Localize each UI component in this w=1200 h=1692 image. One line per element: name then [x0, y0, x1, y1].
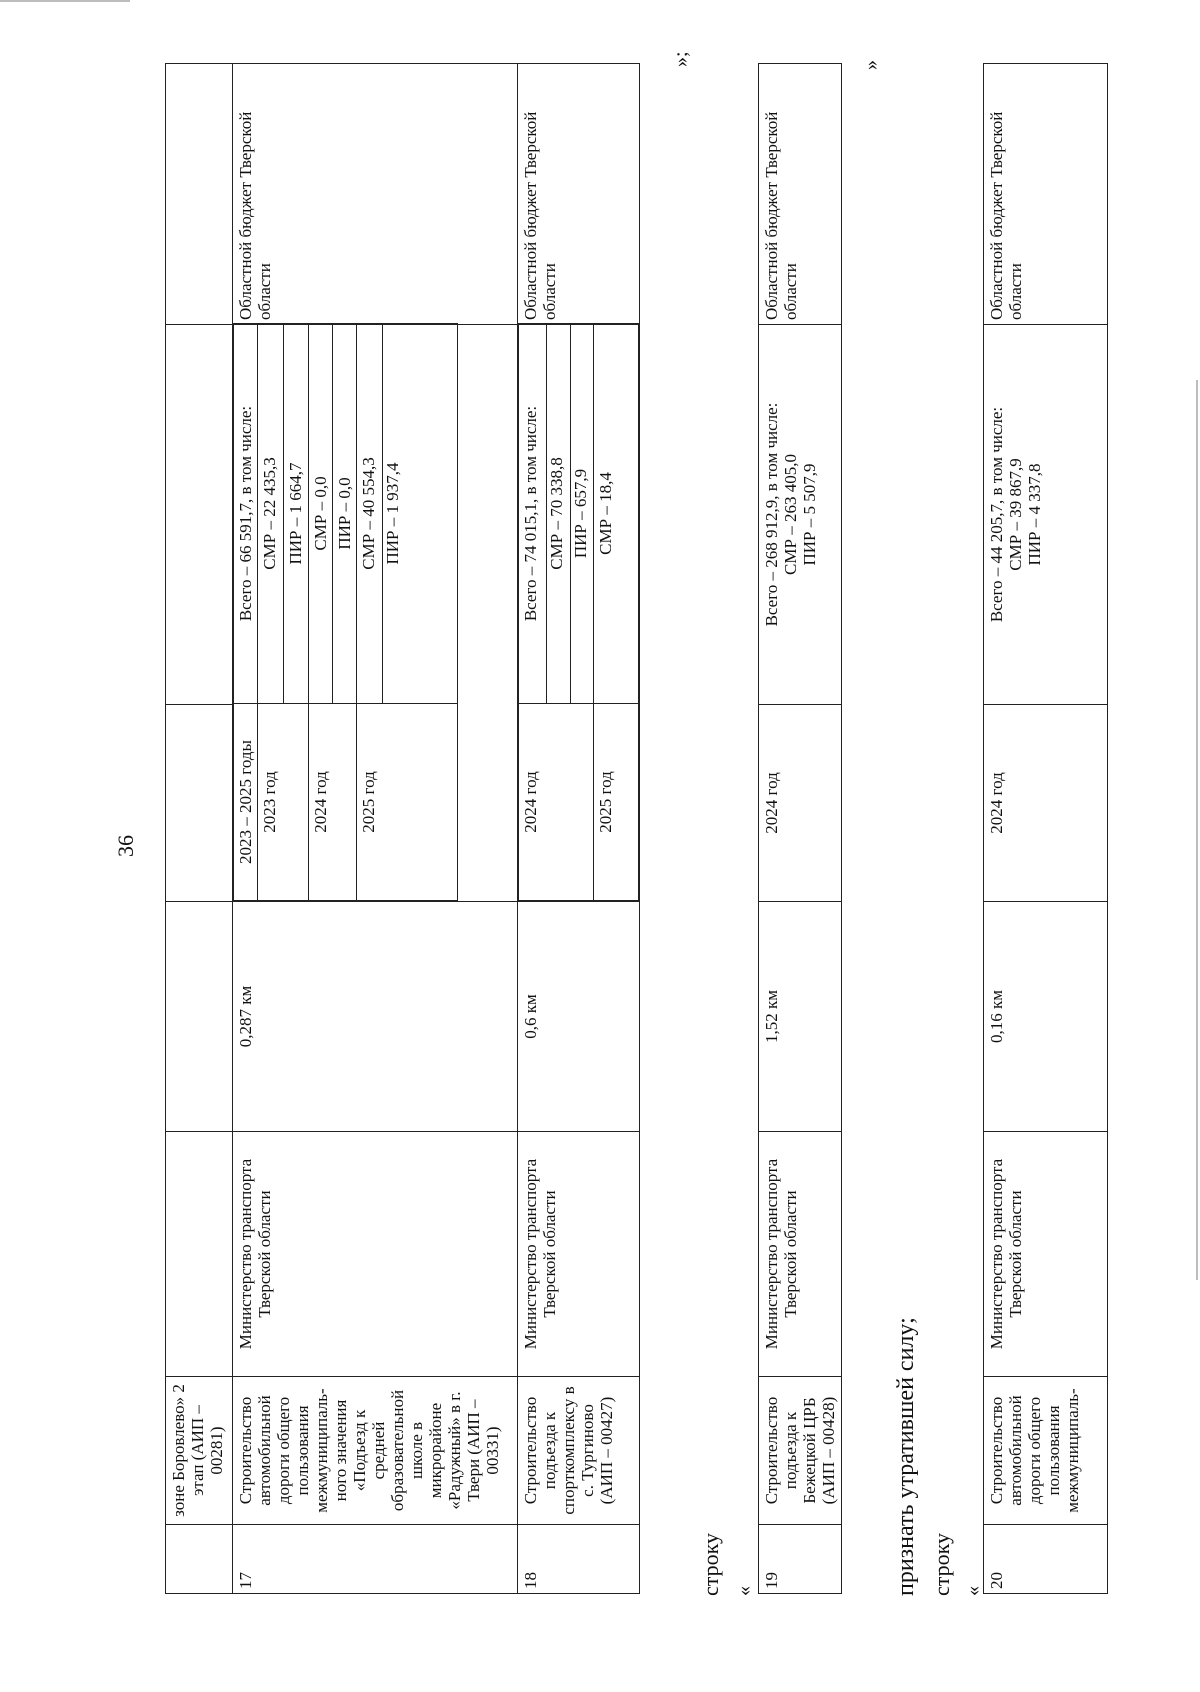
amount-label: ПИР – 1 664,7 [283, 324, 309, 704]
period-label: 2023 – 2025 годы [234, 704, 258, 901]
amount-label: ПИР – 657,9 [570, 324, 593, 704]
amount-label: Всего – 44 205,7, в том числе: [987, 406, 1006, 623]
cell-customer: Министерство транспорта Тверской области [518, 1132, 640, 1377]
cell-length: 0,6 км [518, 902, 640, 1132]
cell-length: 0,16 км [984, 902, 1108, 1132]
cell-source: Областной бюджет Тверской области [759, 64, 842, 325]
cell-period: 2024 год [984, 705, 1108, 902]
page-number: 36 [113, 835, 138, 857]
cell-source: Областной бюджет Тверской области [518, 64, 640, 325]
period-label: 2024 год [519, 704, 594, 901]
amount-label: СМР – 39 867,9 [1006, 458, 1025, 571]
cell-num: 20 [984, 1525, 1108, 1594]
cell-num [166, 1525, 233, 1594]
open-quote: « [733, 1586, 755, 1596]
cell-amount [759, 325, 842, 705]
cell-customer: Министерство транспорта Тверской области [759, 1132, 842, 1377]
cell-financing [233, 325, 518, 902]
cell-length: 0,287 км [233, 902, 518, 1132]
table-row-continued [166, 64, 233, 1594]
amount-label: ПИР – 1 937,4 [383, 324, 458, 704]
cell-source: Областной бюджет Тверской области [233, 64, 518, 325]
amount-label: СМР – 22 435,3 [258, 324, 284, 704]
close-quote: » [860, 60, 882, 70]
cell-customer: Министерство транспорта Тверской области [233, 1132, 518, 1377]
cell-num: 19 [759, 1525, 842, 1594]
period-label: 2025 год [357, 704, 458, 901]
amount-label: Всего – 74 015,1, в том числе: [519, 324, 547, 704]
cell-num: 17 [233, 1525, 518, 1594]
table-row-19 [759, 64, 842, 1594]
amount-label: ПИР – 4 337,8 [1025, 463, 1044, 566]
instruction-line: строку [698, 1532, 723, 1596]
cell-length: 1,52 км [759, 902, 842, 1132]
amount-label: СМР – 40 554,3 [357, 324, 383, 704]
amount-label: Всего – 268 912,9, в том числе: [762, 402, 781, 627]
period-label: 2024 год [309, 704, 357, 901]
instruction-repeal: признать утратившей силу; [893, 1317, 919, 1596]
cell-period: 2024 год [759, 705, 842, 902]
table-row-20-table [983, 63, 1108, 1594]
cell-financing [518, 325, 640, 902]
period-label: 2025 год [594, 704, 639, 901]
cell-amount [984, 325, 1108, 705]
amount-label: СМР – 18,4 [594, 324, 639, 704]
cell-object-name: Строительство подъезда к Бежецкой ЦРБ (АИП – 00428) [759, 1377, 842, 1525]
cell-object-name: Строительство автомобильной дороги общего пользования межмуниципаль-ного значения «Подъезд к средней образовательной школе в микрорайоне «Радужный» в г. Твери (АИП – 00331) [233, 1377, 518, 1525]
amount-label: ПИР – 0,0 [333, 324, 357, 704]
cell-object-name: Строительство автомобильной дороги общего пользования межмуниципаль- [984, 1377, 1108, 1525]
cell-object-name: Строительство подъезда к спорткомплексу в с. Тургиново (АИП – 00427) [518, 1377, 640, 1525]
amount-label: Всего – 66 591,7, в том числе: [234, 324, 258, 704]
close-quote: »; [670, 51, 692, 67]
amount-label: СМР – 70 338,8 [547, 324, 570, 704]
table-row-17 [233, 64, 518, 1594]
amount-label: СМР – 0,0 [309, 324, 333, 704]
instruction-line: строку [929, 1532, 954, 1596]
cell-customer: Министерство транспорта Тверской области [984, 1132, 1108, 1377]
table-row-18 [518, 64, 640, 1594]
table-row-20 [984, 64, 1108, 1594]
cell-object-name: зоне Боровлево» 2 этап (АИП – 00281) [166, 1377, 233, 1525]
amount-label: СМР – 263 405,0 [781, 454, 800, 575]
amount-label: ПИР – 5 507,9 [800, 463, 819, 566]
cell-num: 18 [518, 1525, 640, 1594]
open-quote: « [962, 1586, 984, 1596]
table-row-19-table [758, 63, 842, 1594]
table-main [165, 63, 640, 1594]
period-label: 2023 год [258, 704, 309, 901]
cell-source: Областной бюджет Тверской области [984, 64, 1108, 325]
